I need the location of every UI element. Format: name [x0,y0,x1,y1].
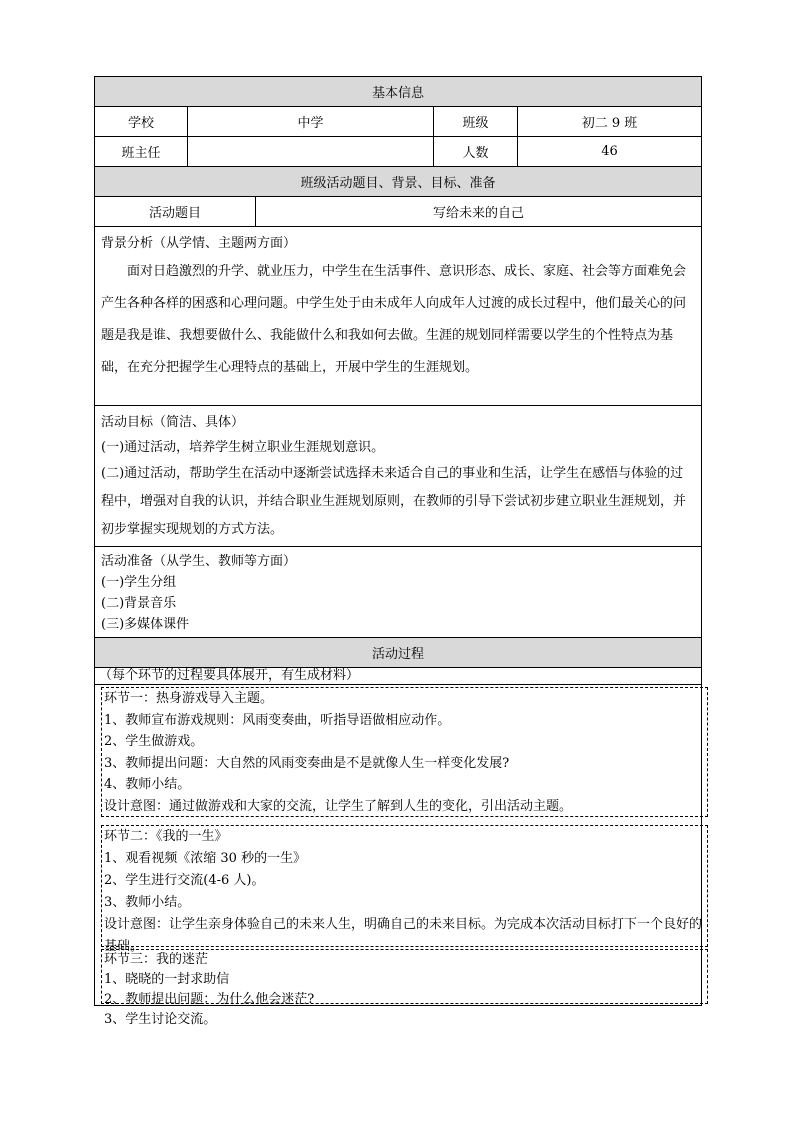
stage-one-title: 环节一：热身游戏导入主题。 [104,691,274,706]
goals-section [95,406,702,547]
activity-plan-table [94,76,703,1027]
stage-three-line: 1、晓晓的一封求助信 [104,972,230,987]
activity-info-header: 班级活动题目、背景、目标、准备 [95,167,702,197]
topic-label: 活动题目 [95,197,256,227]
stage-three-line: 3、学生讨论交流。 [104,1012,217,1027]
basic-info-header: 基本信息 [95,77,702,107]
stage-two-intent: 设计意图：让学生亲身体验自己的未来人生，明确自己的未来目标。为完成本次活动目标打下一个良好的基础。 [104,917,703,954]
stage-two-line: 3、教师小结。 [104,895,191,910]
school-value: 中学 [188,107,434,137]
stage-one-box [101,687,708,817]
stage-two-title: 环节二：《我的一生》 [104,829,228,844]
count-value: 46 [518,137,702,167]
class-value: 初二 9 班 [518,107,702,137]
class-label: 班级 [434,107,518,137]
stage-one-line: 3、教师提出问题：大自然的风雨变奏曲是不是就像人生一样变化发展? [104,755,510,771]
prep-item: (一)学生分组 [101,575,177,590]
prep-section [95,547,702,638]
goal-item: (一)通过活动，培养学生树立职业生涯规划意识。 [101,440,385,455]
stage-two-line: 1、观看视频《浓缩 30 秒的一生》 [104,851,307,866]
goal-item: (二)通过活动，帮助学生在活动中逐渐尝试选择未来适合自己的事业和生活，让学生在感悟与体验的过程中，增强对自我的认识，并结合职业生涯规划原则，在教师的引导下尝试初步建立职业生涯规划，并初步掌握实现规划的方式方法。 [101,466,687,537]
stage-one-line: 4、教师小结。 [104,777,191,792]
stage-three-line: 2、教师提出问题：为什么他会迷茫? [104,992,315,1007]
process-note: （每个环节的过程要具体展开，有生成材料） [95,668,702,685]
prep-heading: 活动准备（从学生、教师等方面） [101,554,297,569]
stage-two-line: 2、学生进行交流(4-6 人)。 [104,873,265,888]
topic-value: 写给未来的自己 [256,197,702,227]
prep-item: (二)背景音乐 [101,596,177,611]
process-stages [95,685,703,1027]
stage-three-title: 环节三：我的迷茫 [104,952,209,967]
school-label: 学校 [95,107,188,137]
teacher-label: 班主任 [95,137,188,167]
background-heading: 背景分析（从学情、主题两方面） [101,236,297,251]
background-body: 面对日趋激烈的升学、就业压力，中学生在生活事件、意识形态、成长、家庭、社会等方面难免会产生各种各样的困惑和心理问题。中学生处于由未成年人向成年人过渡的成长过程中，他们最关心的问题是我是谁、我想要做什么、我能做什么和我如何去做。生涯的规划同样需要以学生的个性特点为基础，在充分把握学生心理特点的基础上，开展中学生的生涯规划。 [101,264,687,375]
teacher-value [188,137,434,167]
stage-one-line: 2、学生做游戏。 [104,734,204,749]
stage-one-intent: 设计意图：通过做游戏和大家的交流，让学生了解到人生的变化，引出活动主题。 [104,798,573,814]
stage-one-line: 1、教师宣布游戏规则：风雨变奏曲，听指导语做相应动作。 [104,712,451,728]
count-label: 人数 [434,137,518,167]
process-header: 活动过程 [95,638,702,668]
prep-item: (三)多媒体课件 [101,617,190,632]
goals-heading: 活动目标（简洁、具体） [101,415,245,430]
stage-two-box [101,825,708,954]
stage-three-box [101,949,708,1027]
background-section [95,227,702,406]
